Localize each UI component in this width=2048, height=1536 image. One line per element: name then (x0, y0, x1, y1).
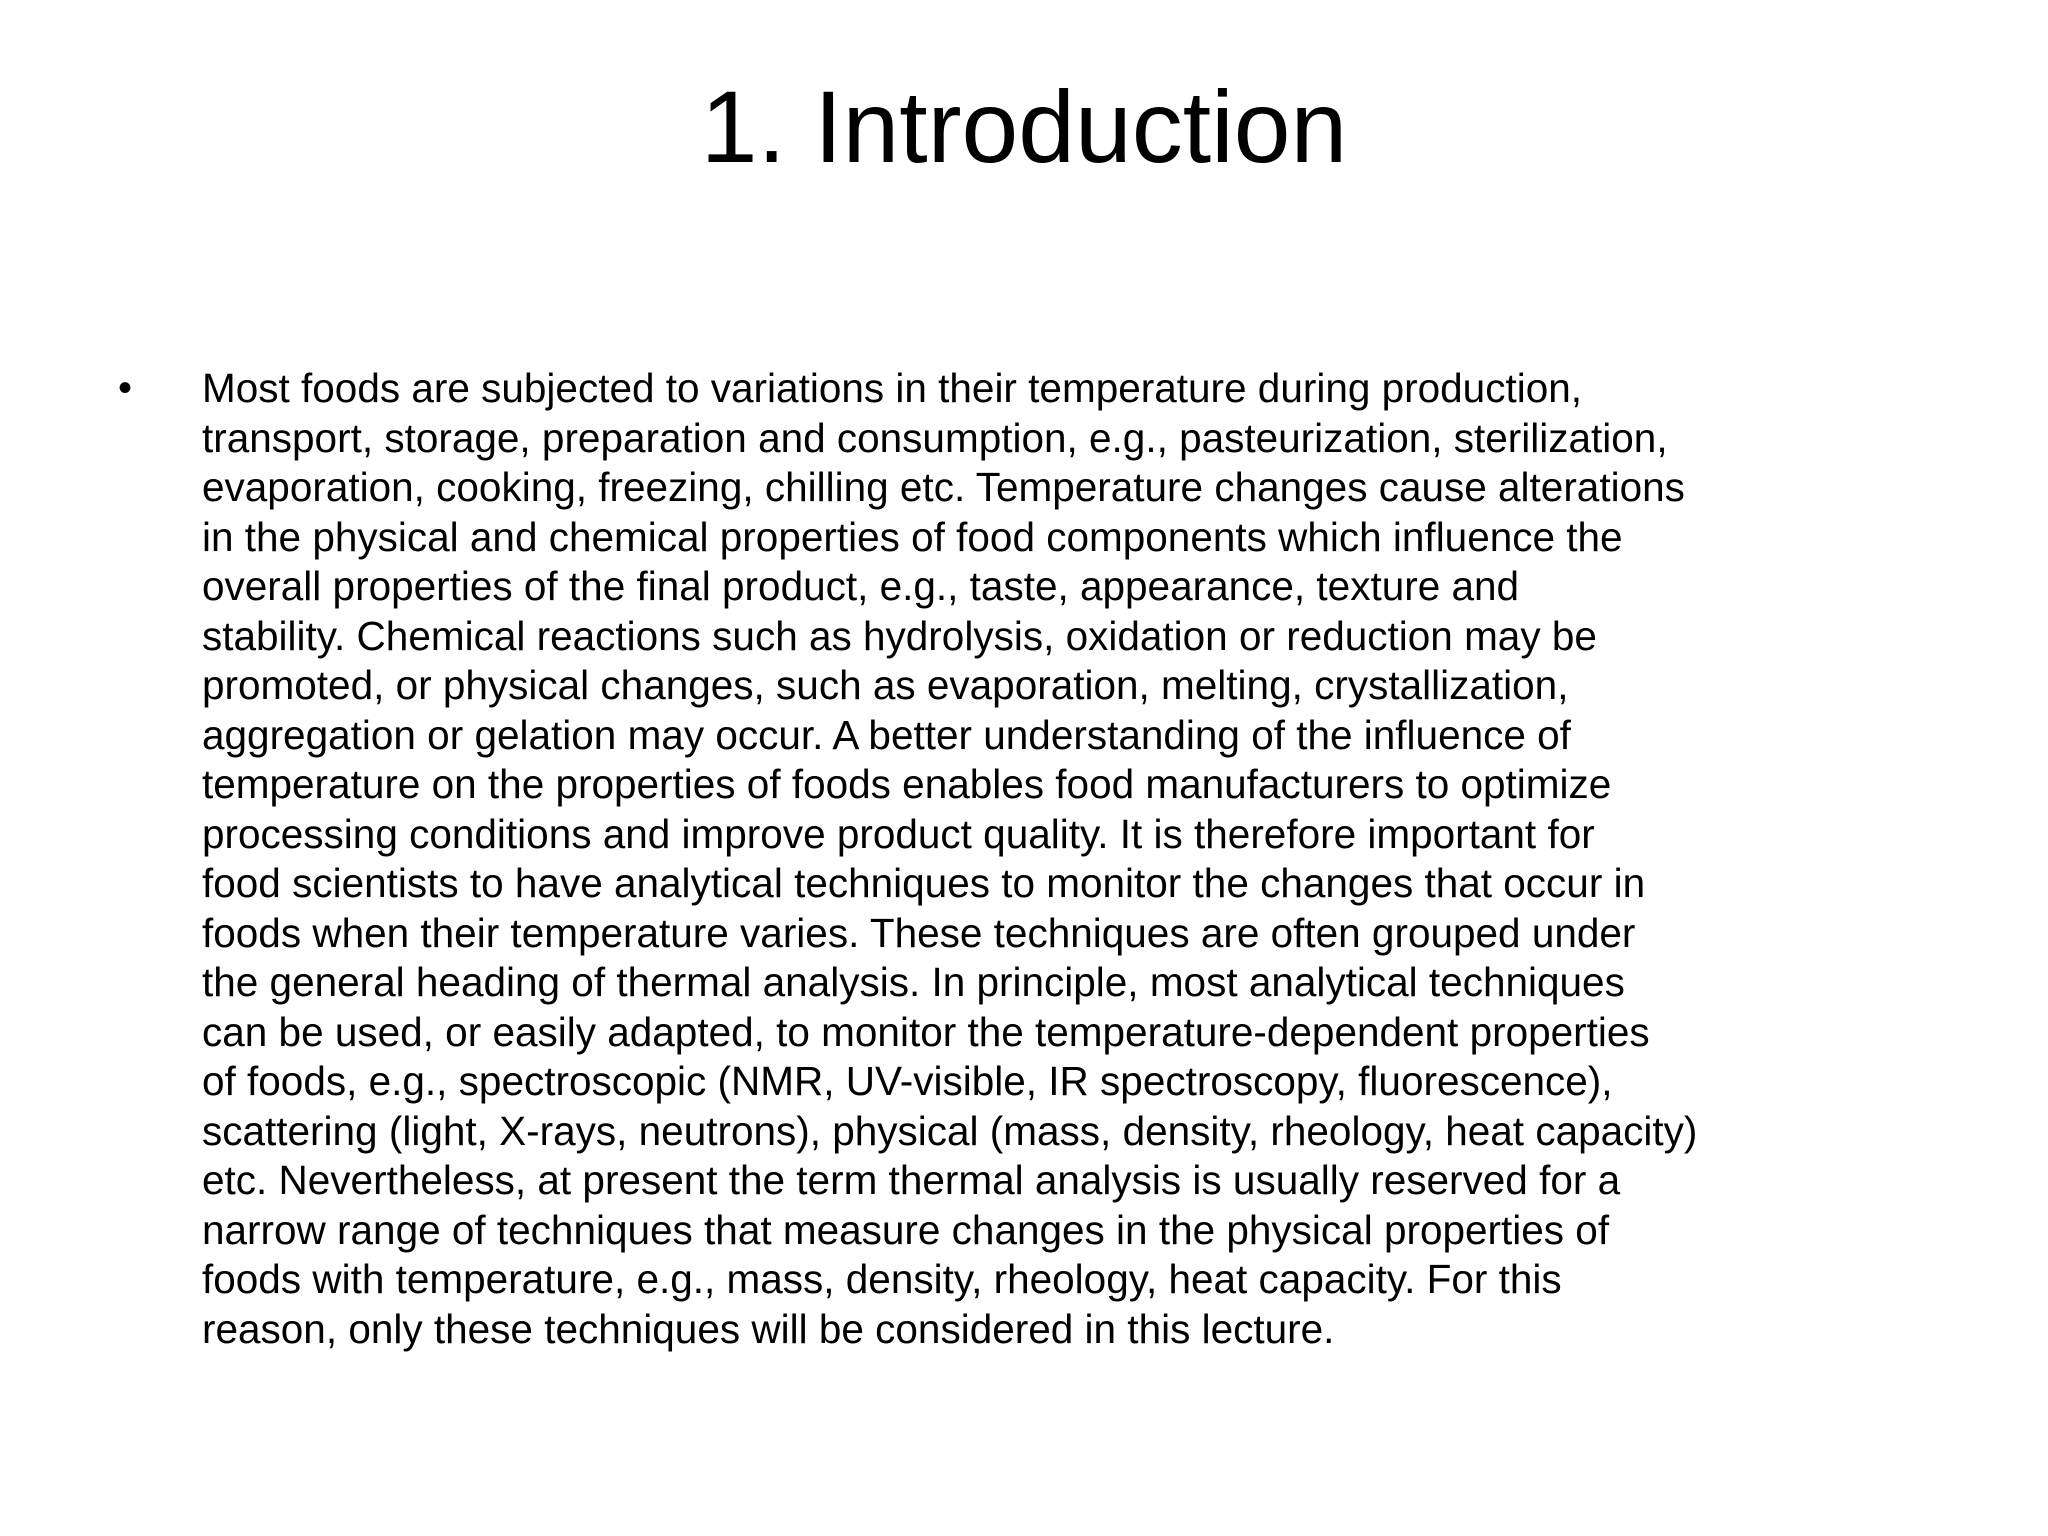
text-line: the general heading of thermal analysis. In principle, most analytical techniques (202, 959, 1625, 1005)
text-line: overall properties of the final product, e.g., taste, appearance, texture and (202, 563, 1520, 609)
text-line: can be used, or easily adapted, to monitor the temperature-dependent properties (202, 1008, 1650, 1055)
text-line: etc. Nevertheless, at present the term thermal analysis is usually reserved for a (202, 1157, 1621, 1203)
bullet-paragraph (202, 364, 2048, 1354)
text-line: scattering (light, X-rays, neutrons), physical (mass, density, rheology, heat capacity) (202, 1107, 1698, 1154)
text-line: of foods, e.g., spectroscopic (NMR, UV-visible, IR spectroscopy, fluorescence), (202, 1058, 1613, 1104)
text-line: food scientists to have analytical techniques to monitor the changes that occur in (202, 860, 1646, 906)
text-line: transport, storage, preparation and consumption, e.g., pasteurization, sterilization, (202, 414, 1668, 461)
text-line: foods with temperature, e.g., mass, density, rheology, heat capacity. For this (202, 1256, 1562, 1302)
bullet-item (118, 364, 1948, 1354)
text-line: in the physical and chemical properties of food components which influence the (202, 513, 1623, 560)
slide-title: 1. Introduction (700, 70, 1348, 184)
bullet-list (118, 364, 1948, 1354)
text-line: foods when their temperature varies. These techniques are often grouped under (202, 909, 1636, 956)
text-line: stability. Chemical reactions such as hydrolysis, oxidation or reduction may be (202, 612, 1597, 659)
text-line: temperature on the properties of foods enables food manufacturers to optimize (202, 761, 1612, 807)
text-line: processing conditions and improve product quality. It is therefore important for (202, 810, 1595, 857)
text-line: narrow range of techniques that measure changes in the physical properties of (202, 1206, 1610, 1253)
text-line: aggregation or gelation may occur. A better understanding of the influence of (202, 711, 1571, 758)
bullet-icon: • (118, 366, 133, 410)
text-line: Most foods are subjected to variations in their temperature during production, (202, 365, 1583, 411)
slide-content (118, 364, 1948, 1354)
text-line: promoted, or physical changes, such as evaporation, melting, crystallization, (202, 662, 1569, 708)
text-line: reason, only these techniques will be considered in this lecture. (202, 1305, 1335, 1352)
text-line: evaporation, cooking, freezing, chilling etc. Temperature changes cause alterations (202, 464, 1685, 510)
